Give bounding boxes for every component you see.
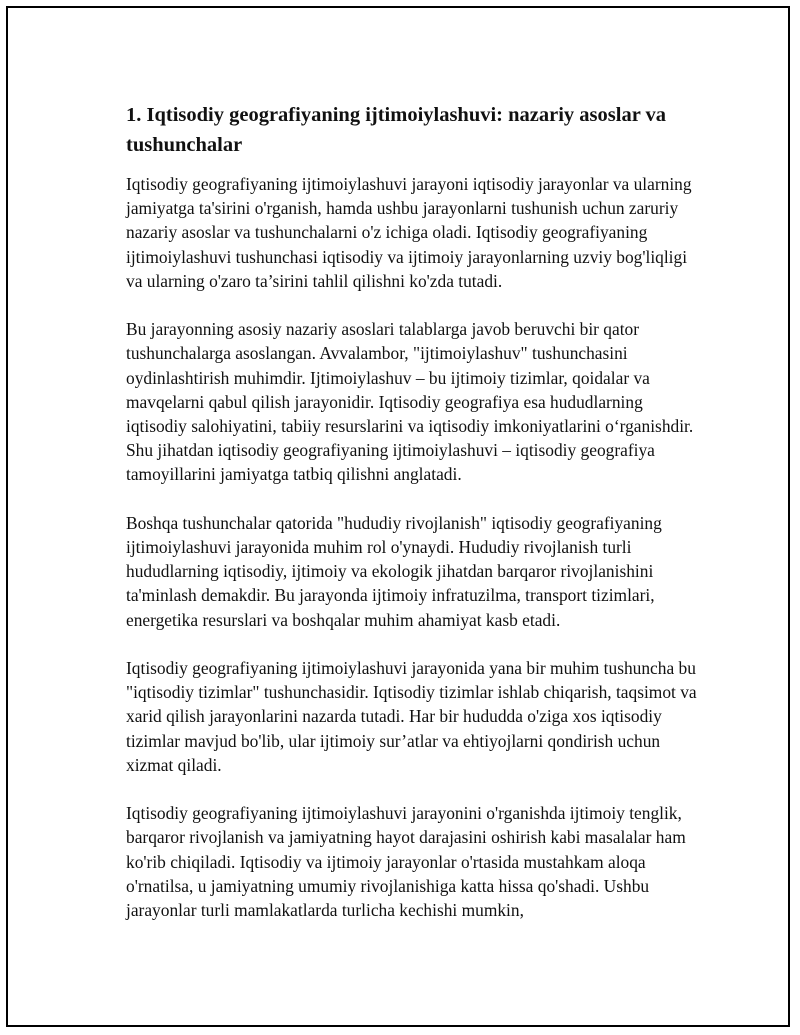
paragraph-2: Bu jarayonning asosiy nazariy asoslari talablarga javob beruvchi bir qator tushunchalarga asoslangan. Avvalambor, "ijtimoiylashuv" tushunchasini oydinlashtirish muhimdir. Ijtimoiylashuv – bu ijtimoiy tizimlar, qoidalar va mavqelarni qabul qilish jarayonidir. Iqtisodiy geografiya esa hududlarning iqtisodiy salohiyatini, tabiiy resurslarini va iqtisodiy imkoniyatlarini o‘rganishdir. Shu jihatdan iqtisodiy geografiyaning ijtimoiylashuvi – iqtisodiy geografiya tamoyillarini jamiyatga tatbiq qilishni anglatadi. xyxy=(126,319,694,485)
section-heading: 1. Iqtisodiy geografiyaning ijtimoiylashuvi: nazariy asoslar va tushunchalar xyxy=(126,104,667,156)
page-frame xyxy=(6,6,790,1027)
paragraph-4: Iqtisodiy geografiyaning ijtimoiylashuvi jarayonida yana bir muhim tushuncha bu "iqtisodiy tizimlar" tushunchasidir. Iqtisodiy tizimlar ishlab chiqarish, taqsimot va xarid qilish jarayonlarini nazarda tutadi. Har bir hududda o'ziga xos iqtisodiy tizimlar mavjud bo'lib, ular ijtimoiy sur’atlar va ehtiyojlarni qondirish uchun xizmat qiladi. xyxy=(126,658,697,775)
paragraph-3: Boshqa tushunchalar qatorida "hududiy rivojlanish" iqtisodiy geografiyaning ijtimoiylashuvi jarayonida muhim rol o'ynaydi. Hududiy rivojlanish turli hududlarning iqtisodiy, ijtimoiy va ekologik jihatdan barqaror rivojlanishini ta'minlash demakdir. Bu jarayonda ijtimoiy infratuzilma, transport tizimlari, energetika resurslari va boshqalar muhim ahamiyat kasb etadi. xyxy=(126,512,662,630)
document-body xyxy=(126,100,706,946)
paragraph-5: Iqtisodiy geografiyaning ijtimoiylashuvi jarayonini o'rganishda ijtimoiy tenglik, barqaror rivojlanish va jamiyatning hayot darajasini oshirish kabi masalalar ham ko'rib chiqiladi. Iqtisodiy va ijtimoiy jarayonlar o'rtasida mustahkam aloqa o'rnatilsa, u jamiyatning umumiy rivojlanishiga katta hissa qo'shadi. Ushbu jarayonlar turli mamlakatlarda turlicha kechishi mumkin, xyxy=(126,803,686,921)
paragraph-1: Iqtisodiy geografiyaning ijtimoiylashuvi jarayoni iqtisodiy jarayonlar va ularning jamiyatga ta'sirini o'rganish, hamda ushbu jarayonlarni tushunish uchun zaruriy nazariy asoslar va tushunchalarni o'z ichiga oladi. Iqtisodiy geografiyaning ijtimoiylashuvi tushunchasi iqtisodiy va ijtimoiy jarayonlarning uzviy bog'liqligi va ularning o'zaro ta’sirini tahlil qilishni ko'zda tutadi. xyxy=(126,174,692,291)
